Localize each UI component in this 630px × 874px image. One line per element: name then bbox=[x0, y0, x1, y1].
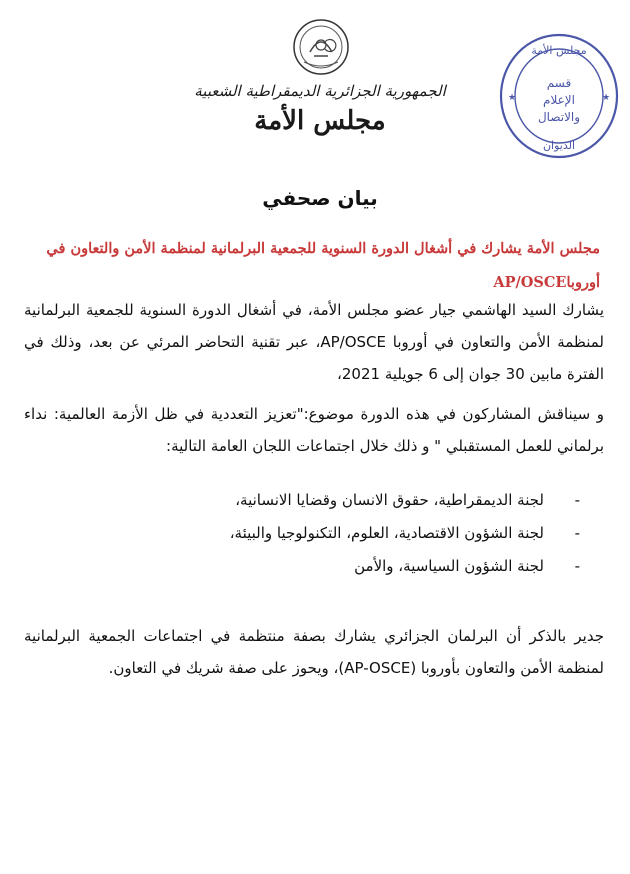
list-marker: - bbox=[574, 524, 580, 542]
stamp-line3: والاتصال bbox=[537, 110, 581, 124]
paragraph-participation: يشارك السيد الهاشمي جيار عضو مجلس الأمة، في أشغال الدورة السنوية للجمعية البرلمانية لمنظمة الأمن والتعاون في أوروبا AP/OSCE، عبر تقنية التحاضر المرئي عن بعد، وذلك في الفترة مابين 30 جوان إلى 6 جويلية 2021، bbox=[24, 301, 604, 383]
stamp-star-left: ★ bbox=[508, 93, 517, 103]
national-emblem bbox=[292, 18, 350, 76]
paragraph-topic: و سيناقش المشاركون في هذه الدورة موضوع:"تعزيز التعددية في ظل الأزمة العالمية: نداء برلماني للعمل المستقبلي " و ذلك خلال اجتماعات اللجان العامة التالية: bbox=[24, 405, 604, 455]
committee-list bbox=[60, 484, 580, 583]
office-stamp bbox=[498, 32, 620, 160]
list-item bbox=[60, 550, 580, 583]
list-item bbox=[60, 517, 580, 550]
committee-name: لجنة الشؤون السياسية، والأمن bbox=[354, 557, 544, 575]
list-marker: - bbox=[574, 557, 580, 575]
republic-name: الجمهورية الجزائرية الديمقراطية الشعبية bbox=[194, 82, 446, 100]
committee-name: لجنة الديمقراطية، حقوق الانسان وقضايا الانسانية، bbox=[235, 491, 544, 509]
stamp-top-text: مجلس الأمة bbox=[531, 44, 587, 57]
list-item bbox=[60, 484, 580, 517]
document-subject: مجلس الأمة يشارك في أشغال الدورة السنوية للجمعية البرلمانية لمنظمة الأمن والتعاون في أوروباAP/OSCE bbox=[46, 240, 600, 291]
paragraph-note: جدير بالذكر أن البرلمان الجزائري يشارك بصفة منتظمة في اجتماعات الجمعية البرلمانية لمنظمة الأمن والتعاون بأوروبا (AP-OSCE)، ويحوز على صفة شريك في التعاون. bbox=[24, 627, 604, 677]
list-marker: - bbox=[574, 491, 580, 509]
stamp-star-right: ★ bbox=[602, 93, 611, 103]
committee-name: لجنة الشؤون الاقتصادية، العلوم، التكنولوجيا والبيئة، bbox=[229, 524, 544, 542]
stamp-line2: الإعلام bbox=[543, 93, 575, 107]
stamp-line1: قسم bbox=[546, 76, 572, 90]
council-name: مجلس الأمة bbox=[254, 106, 386, 136]
stamp-bottom-text: الديوان bbox=[542, 139, 576, 152]
document-title: بيان صحفي bbox=[262, 186, 378, 210]
